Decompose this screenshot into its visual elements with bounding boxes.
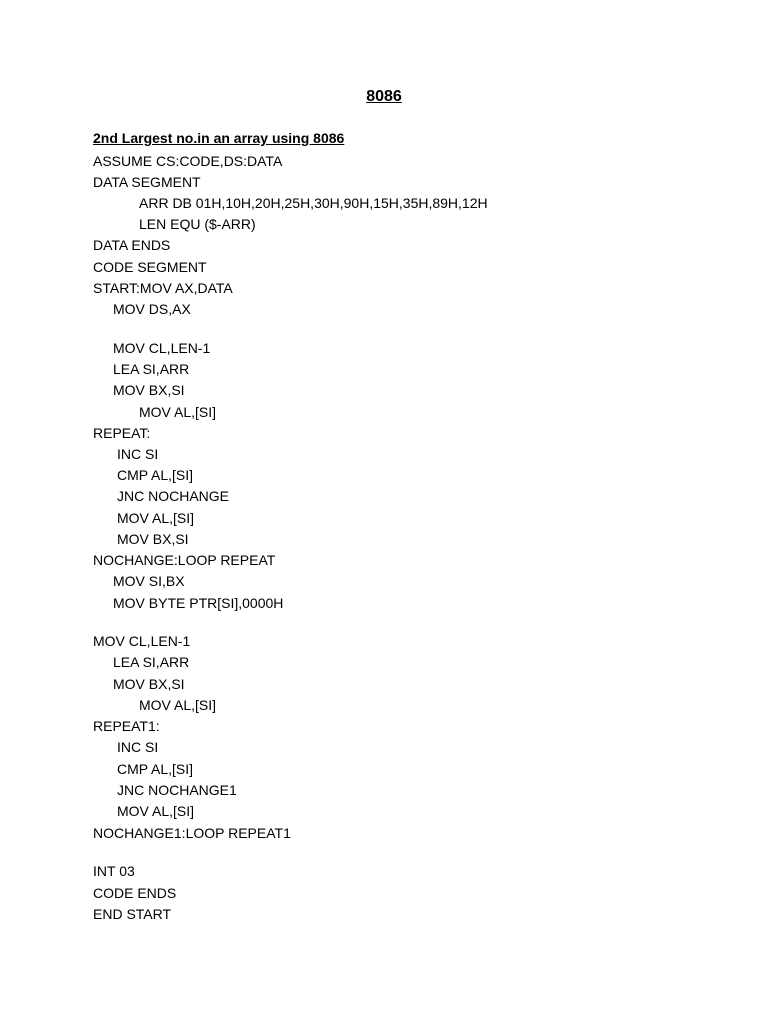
code-line: MOV AL,[SI]	[139, 404, 217, 420]
code-line: INC SI	[117, 739, 159, 755]
assembly-code-listing	[93, 0, 733, 1024]
code-line: JNC NOCHANGE	[117, 488, 230, 504]
code-line: MOV AL,[SI]	[139, 697, 217, 713]
code-line: JNC NOCHANGE1	[117, 782, 237, 798]
code-line: MOV BX,SI	[113, 676, 185, 692]
code-line: MOV CL,LEN-1	[93, 633, 191, 649]
code-line: CMP AL,[SI]	[117, 467, 193, 483]
code-line: INC SI	[117, 446, 159, 462]
code-line: LEN EQU ($-ARR)	[139, 216, 256, 232]
code-line: CODE SEGMENT	[93, 259, 207, 275]
code-line: MOV CL,LEN-1	[113, 340, 211, 356]
code-line: CODE ENDS	[93, 885, 177, 901]
code-line: MOV BX,SI	[117, 531, 189, 547]
code-line: DATA SEGMENT	[93, 174, 201, 190]
code-line: MOV SI,BX	[113, 573, 185, 589]
code-line: MOV BYTE PTR[SI],0000H	[113, 595, 284, 611]
page-title: 8086	[366, 88, 402, 105]
code-line: ASSUME CS:CODE,DS:DATA	[93, 153, 283, 169]
code-line: LEA SI,ARR	[113, 361, 190, 377]
code-line: LEA SI,ARR	[113, 654, 190, 670]
code-line: MOV AL,[SI]	[117, 803, 195, 819]
code-line: MOV AL,[SI]	[117, 510, 195, 526]
code-line: ARR DB 01H,10H,20H,25H,30H,90H,15H,35H,89H,12H	[139, 195, 488, 211]
code-line: END START	[93, 906, 172, 922]
code-line: MOV BX,SI	[113, 382, 185, 398]
code-line: NOCHANGE1:LOOP REPEAT1	[93, 825, 291, 841]
code-line: DATA ENDS	[93, 237, 171, 253]
code-line: CMP AL,[SI]	[117, 761, 193, 777]
code-line: INT 03	[93, 863, 135, 879]
code-line: MOV DS,AX	[113, 301, 191, 317]
code-line: START:MOV AX,DATA	[93, 280, 233, 296]
code-line: REPEAT1:	[93, 718, 160, 734]
program-heading: 2nd Largest no.in an array using 8086	[93, 130, 345, 146]
code-line: NOCHANGE:LOOP REPEAT	[93, 552, 276, 568]
code-line: REPEAT:	[93, 425, 151, 441]
